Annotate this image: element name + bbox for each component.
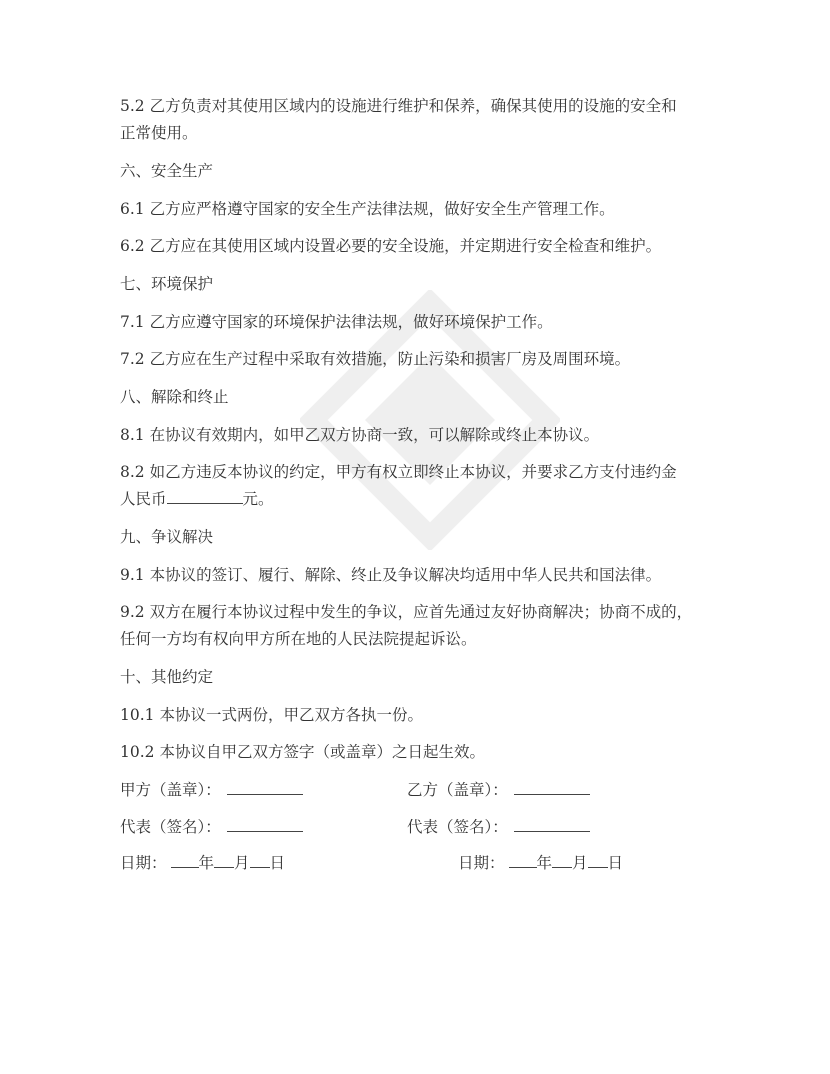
rep-b-label: 代表（签名）： bbox=[407, 818, 508, 836]
section-heading-10: 十、其他约定 bbox=[120, 668, 214, 686]
rep-a-label: 代表（签名）： bbox=[120, 818, 221, 836]
date-a-line bbox=[120, 853, 285, 873]
date-b-month-blank[interactable] bbox=[552, 853, 572, 868]
rep-a-line bbox=[120, 817, 303, 837]
party-a-seal-label: 甲方（盖章）： bbox=[120, 781, 221, 799]
clause-9-1: 9.1 本协议的签订、履行、解除、终止及争议解决均适用中华人民共和国法律。 bbox=[120, 566, 662, 584]
clause-5-2-line1: 5.2 乙方负责对其使用区域内的设施进行维护和保养，确保其使用的设施的安全和 bbox=[120, 97, 677, 115]
clause-9-2-line1: 9.2 双方在履行本协议过程中发生的争议，应首先通过友好协商解决；协商不成的， bbox=[120, 603, 693, 621]
clause-10-2: 10.2 本协议自甲乙双方签字（或盖章）之日起生效。 bbox=[120, 743, 485, 761]
rep-a-signature-blank[interactable] bbox=[227, 817, 303, 832]
month-label: 月 bbox=[234, 854, 250, 872]
party-b-seal-label: 乙方（盖章）： bbox=[407, 781, 508, 799]
clause-9-2-line2: 任何一方均有权向甲方所在地的人民法院提起诉讼。 bbox=[120, 630, 477, 648]
section-heading-9: 九、争议解决 bbox=[120, 528, 214, 546]
date-a-label: 日期： bbox=[120, 854, 167, 872]
date-b-label: 日期： bbox=[458, 854, 505, 872]
date-a-day-blank[interactable] bbox=[250, 853, 270, 868]
section-heading-8: 八、解除和终止 bbox=[120, 388, 229, 406]
section-heading-6: 六、安全生产 bbox=[120, 162, 214, 180]
penalty-amount-blank[interactable] bbox=[167, 489, 243, 504]
clause-7-1: 7.1 乙方应遵守国家的环境保护法律法规，做好环境保护工作。 bbox=[120, 313, 553, 331]
clause-10-1: 10.1 本协议一式两份，甲乙双方各执一份。 bbox=[120, 706, 423, 724]
currency-label: 人民币 bbox=[120, 490, 167, 508]
clause-6-2: 6.2 乙方应在其使用区域内设置必要的安全设施，并定期进行安全检查和维护。 bbox=[120, 237, 662, 255]
rep-b-line bbox=[407, 817, 590, 837]
party-b-seal-blank[interactable] bbox=[514, 780, 590, 795]
month-label: 月 bbox=[572, 854, 588, 872]
date-a-month-blank[interactable] bbox=[214, 853, 234, 868]
year-label: 年 bbox=[198, 854, 215, 872]
clause-8-1: 8.1 在协议有效期内，如甲乙双方协商一致，可以解除或终止本协议。 bbox=[120, 426, 600, 444]
clause-7-2: 7.2 乙方应在生产过程中采取有效措施，防止污染和损害厂房及周围环境。 bbox=[120, 350, 631, 368]
date-a-year-blank[interactable] bbox=[171, 853, 199, 868]
year-label: 年 bbox=[536, 854, 553, 872]
currency-unit: 元。 bbox=[242, 490, 274, 508]
date-b-line bbox=[458, 853, 623, 873]
clause-6-1: 6.1 乙方应严格遵守国家的安全生产法律法规，做好安全生产管理工作。 bbox=[120, 200, 615, 218]
clause-8-2-line1: 8.2 如乙方违反本协议的约定，甲方有权立即终止本协议，并要求乙方支付违约金 bbox=[120, 463, 677, 481]
rep-b-signature-blank[interactable] bbox=[514, 817, 590, 832]
section-heading-7: 七、环境保护 bbox=[120, 275, 214, 293]
party-b-seal-line bbox=[407, 780, 590, 800]
day-label: 日 bbox=[607, 854, 624, 872]
party-a-seal-blank[interactable] bbox=[227, 780, 303, 795]
party-a-seal-line bbox=[120, 780, 303, 800]
day-label: 日 bbox=[269, 854, 286, 872]
clause-5-2-line2: 正常使用。 bbox=[120, 124, 198, 142]
date-b-day-blank[interactable] bbox=[588, 853, 608, 868]
clause-8-2-line2 bbox=[120, 489, 274, 509]
date-b-year-blank[interactable] bbox=[509, 853, 537, 868]
